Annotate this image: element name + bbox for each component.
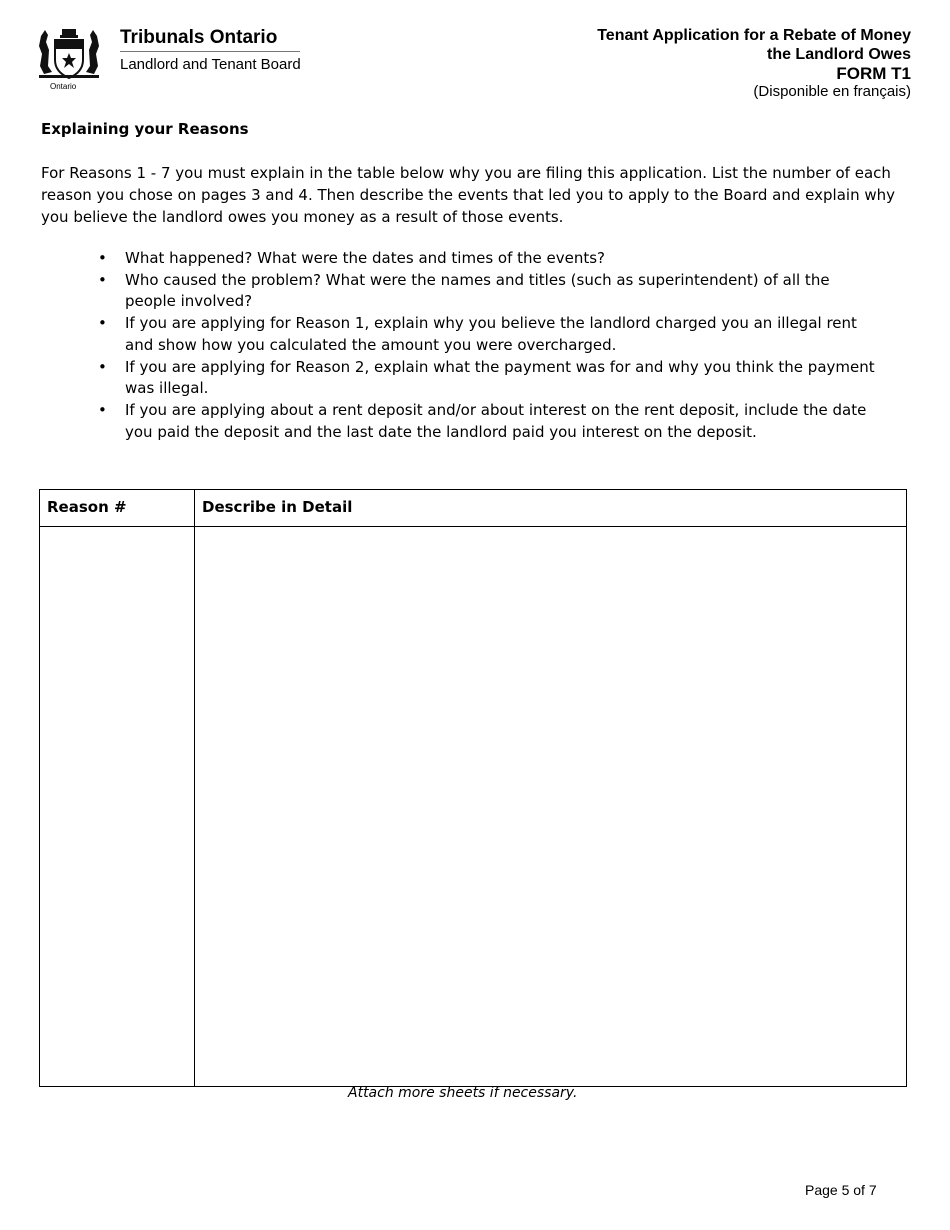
logo-divider: [120, 51, 300, 52]
reasons-table: [39, 489, 907, 1087]
board-name: Landlord and Tenant Board: [120, 56, 301, 73]
list-item: • If you are applying for Reason 1, explain why you believe the landlord charged you an illegal rent and show how you calculated the amount you were overcharged.: [125, 313, 885, 356]
attach-sheets-note: Attach more sheets if necessary.: [348, 1085, 578, 1101]
form-title-line2: the Landlord Owes: [766, 46, 911, 63]
describe-detail-header: Describe in Detail: [195, 490, 907, 527]
list-item: • Who caused the problem? What were the names and titles (such as superintendent) of all the people involved?: [125, 270, 885, 313]
reason-number-header: Reason #: [40, 490, 195, 527]
reason-number-cell[interactable]: [40, 527, 195, 1087]
describe-detail-cell[interactable]: [195, 527, 907, 1087]
list-item: • If you are applying about a rent deposit and/or about interest on the rent deposit, include the date you paid the deposit and the last date the landlord paid you interest on the deposit.: [125, 400, 885, 443]
crest-caption: Ontario: [50, 82, 77, 91]
tribunals-ontario-logo: [36, 26, 316, 96]
table-row: [40, 527, 907, 1087]
table-header-row: [40, 490, 907, 527]
page-number: Page 5 of 7: [805, 1182, 877, 1198]
section-title: Explaining your Reasons: [41, 120, 249, 138]
list-item: • What happened? What were the dates and times of the events?: [125, 248, 885, 270]
reason-number-field[interactable]: [40, 527, 194, 1086]
organization-name: Tribunals Ontario: [120, 27, 278, 48]
french-availability-note: (Disponible en français): [753, 83, 911, 100]
describe-detail-field[interactable]: [195, 527, 906, 1086]
instruction-list: [125, 248, 885, 443]
list-item: • If you are applying for Reason 2, explain what the payment was for and why you think the payment was illegal.: [125, 357, 885, 400]
form-title-line1: Tenant Application for a Rebate of Money: [597, 27, 911, 44]
form-code: FORM T1: [836, 64, 911, 83]
intro-paragraph: For Reasons 1 - 7 you must explain in the table below why you are filing this application. List the number of each reason you chose on pages 3 and 4. Then describe the events that led you to apply to the Board and explain why you believe the landlord owes you money as a result of those events.: [41, 164, 895, 226]
form-header: [597, 26, 911, 101]
